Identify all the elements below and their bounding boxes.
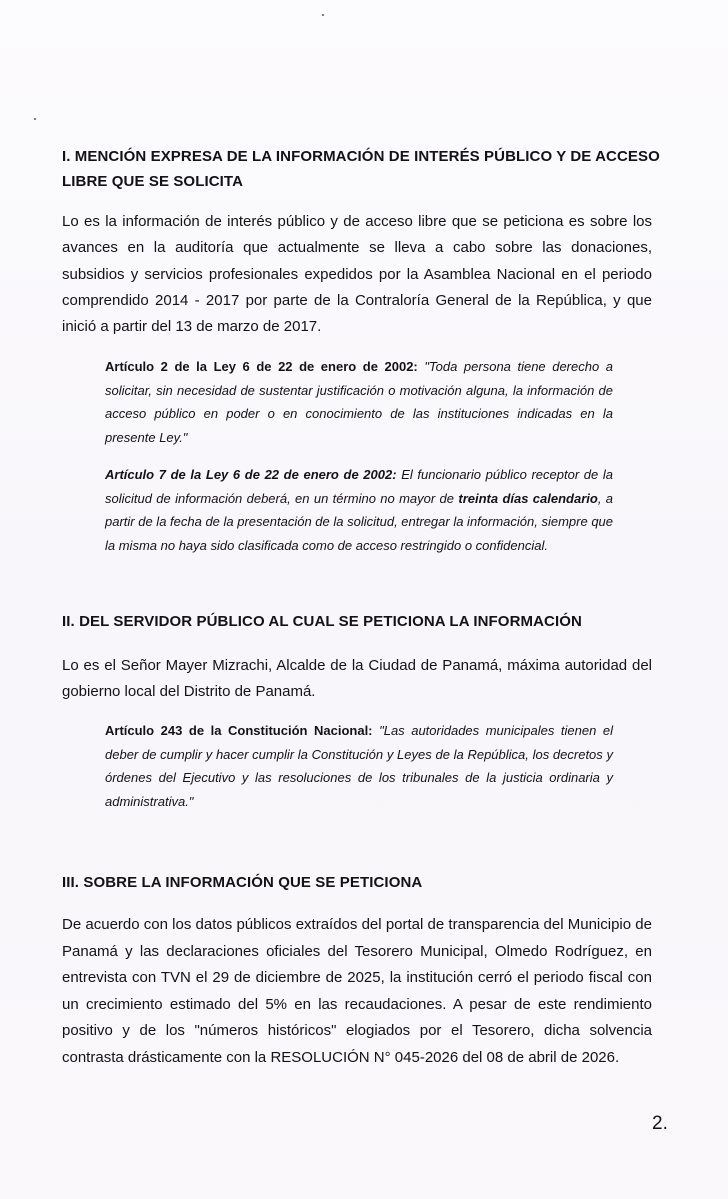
quote-text: "Toda persona tiene derecho a solicitar, sin necesidad de sustentar justificación o motivación alguna, la información de acceso público en poder o en conocimiento de las instituciones indicadas en la presente Ley."	[105, 359, 613, 445]
quote-text-end: , a partir de la fecha de la presentación de la solicitud, entregar la información, siempre que la misma no haya sido clasificada como de acceso restringido o confidencial.	[105, 490, 614, 553]
scan-speck	[322, 14, 324, 16]
section-1-heading: I. MENCIÓN EXPRESA DE LA INFORMACIÓN DE INTERÉS PÚBLICO Y DE ACCESO LIBRE QUE SE SOLICITA	[62, 148, 660, 190]
page-number: 2.	[652, 1113, 668, 1134]
quote-reference: Artículo 243 de la Constitución Nacional:	[105, 723, 373, 738]
section-1-quote-article-2	[105, 355, 613, 449]
section-1-paragraph: Lo es la información de interés público y de acceso libre que se peticiona es sobre los avances en la auditoría que actualmente se lleva a cabo sobre las donaciones, subsidios y servicios profesionales expedidos por la Asamblea Nacional en el periodo comprendido 2014 - 2017 por parte de la Contraloría General de la República, y que inició a partir del 13 de marzo de 2017.	[62, 213, 652, 336]
section-2-quote-article-243	[105, 719, 613, 813]
quote-reference: Artículo 2 de la Ley 6 de 22 de enero de 2002:	[105, 359, 418, 374]
scan-speck	[34, 118, 36, 120]
section-2-heading: II. DEL SERVIDOR PÚBLICO AL CUAL SE PETICIONA LA INFORMACIÓN	[62, 613, 582, 630]
quote-text-emphasis: treinta días calendario	[458, 490, 598, 506]
section-2-paragraph: Lo es el Señor Mayer Mizrachi, Alcalde de la Ciudad de Panamá, máxima autoridad del gobierno local del Distrito de Panamá.	[62, 657, 652, 700]
quote-reference: Artículo 7 de la Ley 6 de 22 de enero de 2002:	[105, 467, 397, 482]
section-3-paragraph: De acuerdo con los datos públicos extraídos del portal de transparencia del Municipio de Panamá y las declaraciones oficiales del Tesorero Municipal, Olmedo Rodríguez, en entrevista con TVN el 29 de diciembre de 2025, la institución cerró el periodo fiscal con un crecimiento estimado del 5% en las recaudaciones. A pesar de este rendimiento positivo y de los "números históricos" elogiados por el Tesorero, dicha solvencia contrasta drásticamente con la RESOLUCIÓN N° 045-2026 del 08 de abril de 2026.	[62, 916, 652, 1066]
quote-text: "Las autoridades municipales tienen el deber de cumplir y hacer cumplir la Constitución y Leyes de la República, los decretos y órdenes del Ejecutivo y las resoluciones de los tribunales de la justicia ordinaria y administrativa."	[105, 723, 613, 809]
quote-text-start: El funcionario público receptor de la solicitud de información deberá, en un término no mayor de	[105, 467, 613, 506]
section-3-heading: III. SOBRE LA INFORMACIÓN QUE SE PETICIONA	[62, 874, 423, 891]
section-1-quote-article-7	[105, 463, 613, 557]
